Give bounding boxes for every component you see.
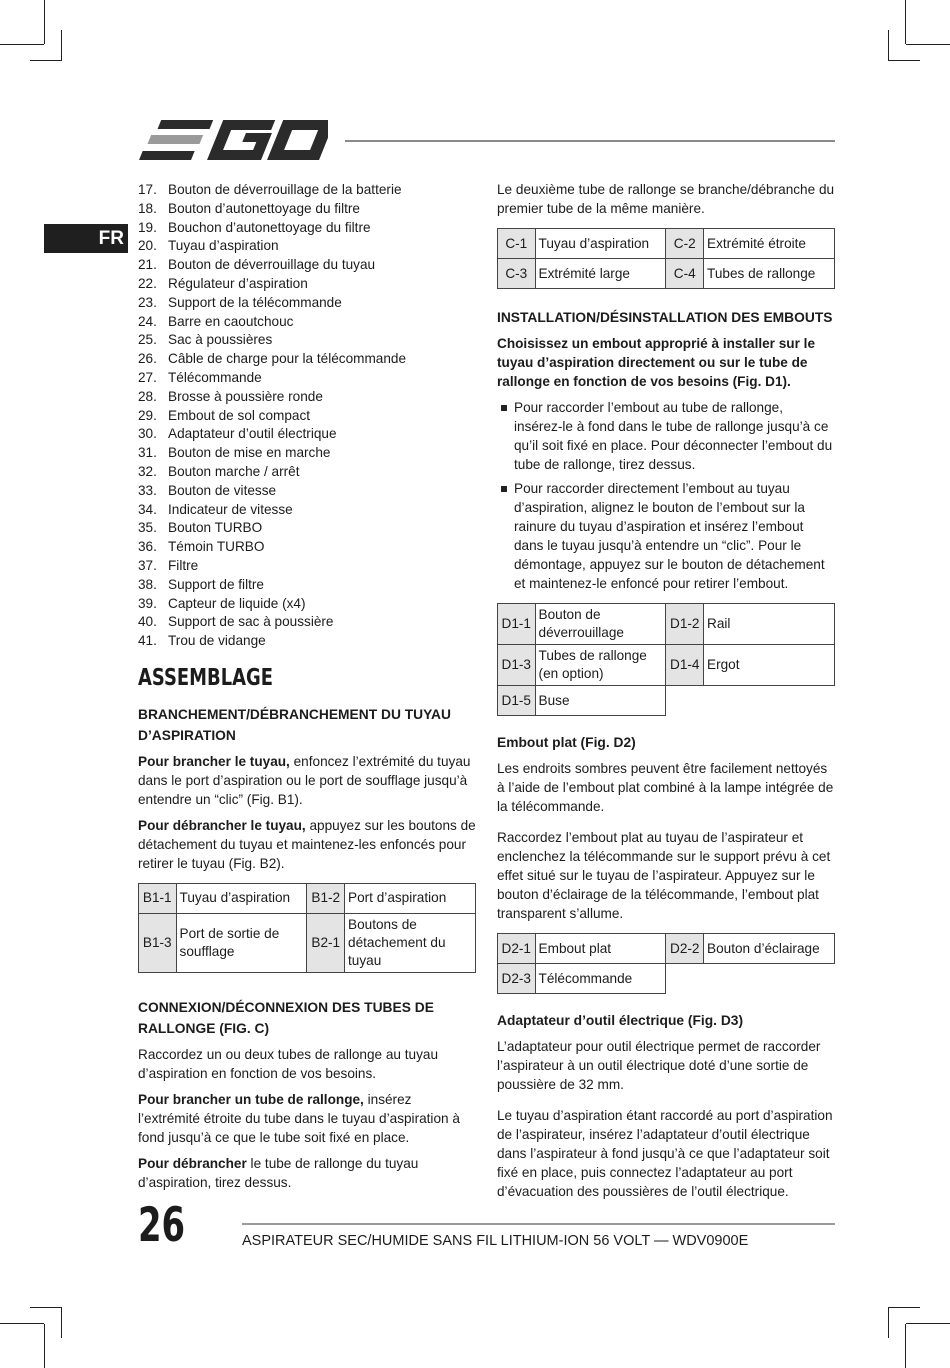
header-rule: [345, 140, 835, 142]
tubes-disconnect-paragraph: Pour débrancher le tube de rallonge du tuyau d’aspiration, tirez dessus.: [138, 1155, 419, 1190]
crop-mark: [30, 1307, 62, 1308]
list-item: [138, 500, 476, 519]
table-row: [498, 934, 835, 964]
crop-mark: [0, 44, 44, 45]
table-cell-label: Tubes de rallonge: [704, 259, 835, 289]
list-item-number: 27.: [138, 369, 157, 385]
crop-mark: [905, 1324, 906, 1368]
list-item-number: 21.: [138, 257, 157, 273]
list-item-text: Bouton de déverrouillage de la batterie: [168, 182, 402, 197]
list-item: [138, 330, 476, 349]
hose-heading: BRANCHEMENT/DÉBRANCHEMENT DU TUYAU D’ASPIRATION: [138, 706, 451, 743]
table-cell-label: Tubes de rallonge (en option): [535, 645, 666, 686]
table-cell-label: Port d’aspiration: [345, 883, 476, 913]
list-item: [138, 349, 476, 368]
list-item-text: Bouton marche / arrêt: [168, 463, 300, 479]
list-item-text: Support de sac à poussière: [168, 614, 334, 630]
table-cell-label: Rail: [704, 604, 835, 645]
hose-reference-table: [138, 883, 476, 973]
list-item-number: 17.: [138, 182, 157, 197]
list-item-number: 31.: [138, 445, 157, 461]
table-row: [139, 913, 476, 972]
embouts-intro-paragraph: Choisissez un embout approprié à installer sur le tuyau d’aspiration directement ou sur le tube de rallonge en fonction de vos besoins (Fig. D1).: [497, 336, 816, 389]
table-cell-code: C-1: [498, 229, 536, 259]
list-item-number: 25.: [138, 332, 157, 348]
list-item-number: 38.: [138, 576, 157, 592]
list-item-number: 26.: [138, 351, 157, 367]
list-item-text: Télécommande: [168, 369, 262, 385]
table-row: [498, 229, 835, 259]
list-item: [138, 575, 476, 594]
list-item-number: 35.: [138, 520, 157, 536]
list-item: [138, 406, 476, 425]
table-cell-label: Buse: [535, 686, 666, 716]
list-item-text: Adaptateur d’outil électrique: [168, 426, 337, 442]
list-item: [138, 518, 476, 537]
list-item-number: 39.: [138, 595, 157, 611]
crop-mark: [44, 0, 45, 44]
table-cell-code: B1-2: [307, 883, 345, 913]
list-item-number: 29.: [138, 407, 157, 423]
table-cell-label: Télécommande: [535, 964, 666, 994]
language-tab: FR: [44, 224, 128, 253]
table-cell-label: Extrémité étroite: [704, 229, 835, 259]
list-item-number: 30.: [138, 426, 157, 442]
crop-mark: [888, 1307, 920, 1308]
list-item: [138, 274, 476, 293]
embouts-bullet-list: [497, 398, 835, 593]
list-item: [138, 236, 476, 255]
table-cell-code: B2-1: [307, 913, 345, 972]
flat-nozzle-paragraph-1: Les endroits sombres peuvent être facilement nettoyés à l’aide de l’embout plat combiné à la lampe intégrée de la télécommande.: [497, 761, 834, 814]
crop-mark: [888, 60, 920, 61]
list-item: [138, 312, 476, 331]
table-cell-label: Extrémité large: [535, 259, 666, 289]
left-column: [138, 180, 476, 1199]
table-cell-code: D1-2: [666, 604, 704, 645]
tubes-heading: CONNEXION/DÉCONNEXION DES TUBES DE RALLONGE (FIG. C): [138, 999, 434, 1036]
power-tool-adapter-paragraph-1: L’adaptateur pour outil électrique permet de raccorder l’aspirateur à un outil électrique doté d’une sortie de poussière de 32 mm.: [497, 1039, 821, 1092]
list-item: [138, 424, 476, 443]
crop-mark: [61, 30, 62, 61]
list-item: [138, 255, 476, 274]
table-row: [139, 883, 476, 913]
list-item: [138, 594, 476, 613]
list-item: [138, 218, 476, 237]
list-item: [138, 387, 476, 406]
list-item-text: Témoin TURBO: [168, 539, 265, 555]
list-item-number: 24.: [138, 313, 157, 329]
list-item-number: 28.: [138, 388, 157, 404]
crop-mark: [44, 1324, 45, 1368]
list-item: [138, 443, 476, 462]
footer-title: ASPIRATEUR SEC/HUMIDE SANS FIL LITHIUM-ION 56 VOLT — WDV0900E: [242, 1233, 749, 1249]
embouts-heading: INSTALLATION/DÉSINSTALLATION DES EMBOUTS: [497, 310, 833, 325]
flat-nozzle-reference-table: [497, 933, 835, 994]
hose-connect-paragraph: Pour brancher le tuyau, enfoncez l’extrémité du tuyau dans le port d’aspiration ou le port de soufflage jusqu’à entendre un “clic” (Fig. B1).: [138, 753, 471, 807]
list-item-number: 36.: [138, 539, 157, 555]
power-tool-adapter-heading: Adaptateur d’outil électrique (Fig. D3): [497, 1013, 744, 1028]
page-number: 26: [138, 1198, 186, 1253]
list-item: Pour raccorder directement l’embout au tuyau d’aspiration, alignez le bouton de l’embout sur la rainure du tuyau d’aspiration et insérez l’embout dans le tuyau jusqu’à entendre un “clic”. Pour le démontage, appuyez sur le bouton de détachement et maintenez-le enfoncé pour retirer l’embout.: [497, 479, 835, 593]
tubes-second-paragraph: Le deuxième tube de rallonge se branche/débranche du premier tube de la même manière.: [497, 182, 835, 216]
table-cell-label: Bouton d’éclairage: [704, 934, 835, 964]
table-cell-code: D2-3: [498, 964, 536, 994]
table-cell-label: Ergot: [704, 645, 835, 686]
table-row: [498, 259, 835, 289]
list-item: [138, 180, 476, 199]
footer-rule: [242, 1223, 835, 1225]
table-cell-empty: [666, 964, 835, 994]
table-row: [498, 604, 835, 645]
list-item-text: Sac à poussières: [168, 332, 273, 348]
list-item: [138, 631, 476, 650]
flat-nozzle-paragraph-2: Raccordez l’embout plat au tuyau de l’aspirateur et enclenchez la télécommande sur le support prévu à cet effet situé sur le tuyau de l’aspirateur. Appuyez sur le bouton d’éclairage de la télécommande, l’embout plat transparent s’allume.: [497, 830, 831, 921]
list-item-text: Bouton de déverrouillage du tuyau: [168, 257, 376, 273]
list-item-text: Bouton de vitesse: [168, 482, 277, 498]
list-item-text: Filtre: [168, 557, 199, 573]
power-tool-adapter-paragraph-2: Le tuyau d’aspiration étant raccordé au port d’aspiration de l’aspirateur, insérez l’adaptateur d’outil électrique dans l’aspirateur à fond jusqu’à ce que l’adaptateur soit fixé en place, puis connectez l’adaptateur au port d’évacuation des poussières de l’outil électrique.: [497, 1108, 833, 1199]
list-item: [138, 368, 476, 387]
list-item-text: Brosse à poussière ronde: [168, 388, 323, 404]
list-item-text: Régulateur d’aspiration: [168, 275, 308, 291]
table-cell-code: C-3: [498, 259, 536, 289]
list-item-text: Embout de sol compact: [168, 407, 311, 423]
right-column: [497, 180, 835, 1208]
table-cell-label: Boutons de détachement du tuyau: [345, 913, 476, 972]
table-cell-code: D1-3: [498, 645, 536, 686]
list-item-text: Capteur de liquide (x4): [168, 595, 306, 611]
list-item-text: Câble de charge pour la télécommande: [168, 351, 407, 367]
list-item-text: Support de la télécommande: [168, 294, 342, 310]
table-row: [498, 964, 835, 994]
table-row: [498, 686, 835, 716]
list-item: [138, 556, 476, 575]
list-item-number: 22.: [138, 275, 157, 291]
list-item: Pour raccorder l’embout au tube de rallonge, insérez-le à fond dans le tube de rallonge jusqu’à ce qu’il soit fixé en place. Pour déconnecter l’embout du tube de rallonge, tirez dessus.: [497, 398, 835, 474]
crop-mark: [888, 30, 889, 61]
list-item: [138, 612, 476, 631]
list-item-number: 18.: [138, 200, 157, 216]
tubes-intro-paragraph: Raccordez un ou deux tubes de rallonge au tuyau d’aspiration en fonction de vos besoins.: [138, 1046, 439, 1081]
table-cell-code: D2-2: [666, 934, 704, 964]
embouts-reference-table: [497, 603, 835, 716]
flat-nozzle-heading: Embout plat (Fig. D2): [497, 735, 636, 750]
list-item-number: 20.: [138, 238, 157, 254]
table-cell-empty: [666, 686, 835, 716]
list-item-text: Bouton TURBO: [168, 520, 263, 536]
list-item-number: 33.: [138, 482, 157, 498]
section-title-assemblage: ASSEMBLAGE: [138, 664, 274, 691]
list-item: [138, 199, 476, 218]
list-item: [138, 293, 476, 312]
list-item-number: 32.: [138, 463, 157, 479]
table-cell-label: Bouton de déverrouillage: [535, 604, 666, 645]
list-item-text: Barre en caoutchouc: [168, 313, 294, 329]
crop-mark: [30, 60, 62, 61]
table-cell-code: C-4: [666, 259, 704, 289]
crop-mark: [888, 1307, 889, 1338]
table-row: [498, 645, 835, 686]
list-item-number: 37.: [138, 557, 157, 573]
table-cell-code: D1-5: [498, 686, 536, 716]
list-item-text: Bouton de mise en marche: [168, 445, 331, 461]
hose-disconnect-paragraph: Pour débrancher le tuyau, appuyez sur les boutons de détachement du tuyau et maintenez-les enfoncés pour retirer le tuyau (Fig. B2).: [138, 817, 476, 871]
list-item-number: 23.: [138, 294, 157, 310]
tubes-reference-table: [497, 228, 835, 289]
list-item-number: 40.: [138, 614, 157, 630]
crop-mark: [905, 0, 906, 44]
table-cell-code: B1-1: [139, 883, 177, 913]
ego-logo: [138, 118, 328, 162]
table-cell-label: Embout plat: [535, 934, 666, 964]
list-item-text: Trou de vidange: [168, 633, 266, 649]
table-cell-code: C-2: [666, 229, 704, 259]
table-cell-code: D1-1: [498, 604, 536, 645]
list-item-number: 41.: [138, 633, 157, 649]
list-item: [138, 462, 476, 481]
list-item-text: Bouton d’autonettoyage du filtre: [168, 200, 360, 216]
crop-mark: [0, 1323, 44, 1324]
list-item: [138, 537, 476, 556]
table-cell-label: Tuyau d’aspiration: [535, 229, 666, 259]
crop-mark: [906, 1323, 950, 1324]
list-item-number: 34.: [138, 501, 157, 517]
crop-mark: [906, 44, 950, 45]
table-cell-code: D2-1: [498, 934, 536, 964]
table-cell-label: Port de sortie de soufflage: [176, 913, 307, 972]
list-item-text: Indicateur de vitesse: [168, 501, 293, 517]
list-item-text: Bouchon d’autonettoyage du filtre: [168, 219, 371, 235]
list-item-text: Tuyau d’aspiration: [168, 238, 279, 254]
table-cell-code: D1-4: [666, 645, 704, 686]
table-cell-code: B1-3: [139, 913, 177, 972]
list-item-number: 19.: [138, 219, 157, 235]
crop-mark: [61, 1307, 62, 1338]
table-cell-label: Tuyau d’aspiration: [176, 883, 307, 913]
tubes-connect-paragraph: Pour brancher un tube de rallonge, insérez l’extrémité étroite du tube dans le tuyau d’aspiration à fond jusqu’à ce que le tube soit fixé en place.: [138, 1091, 460, 1145]
list-item-text: Support de filtre: [168, 576, 264, 592]
parts-list: [138, 180, 476, 650]
list-item: [138, 481, 476, 500]
